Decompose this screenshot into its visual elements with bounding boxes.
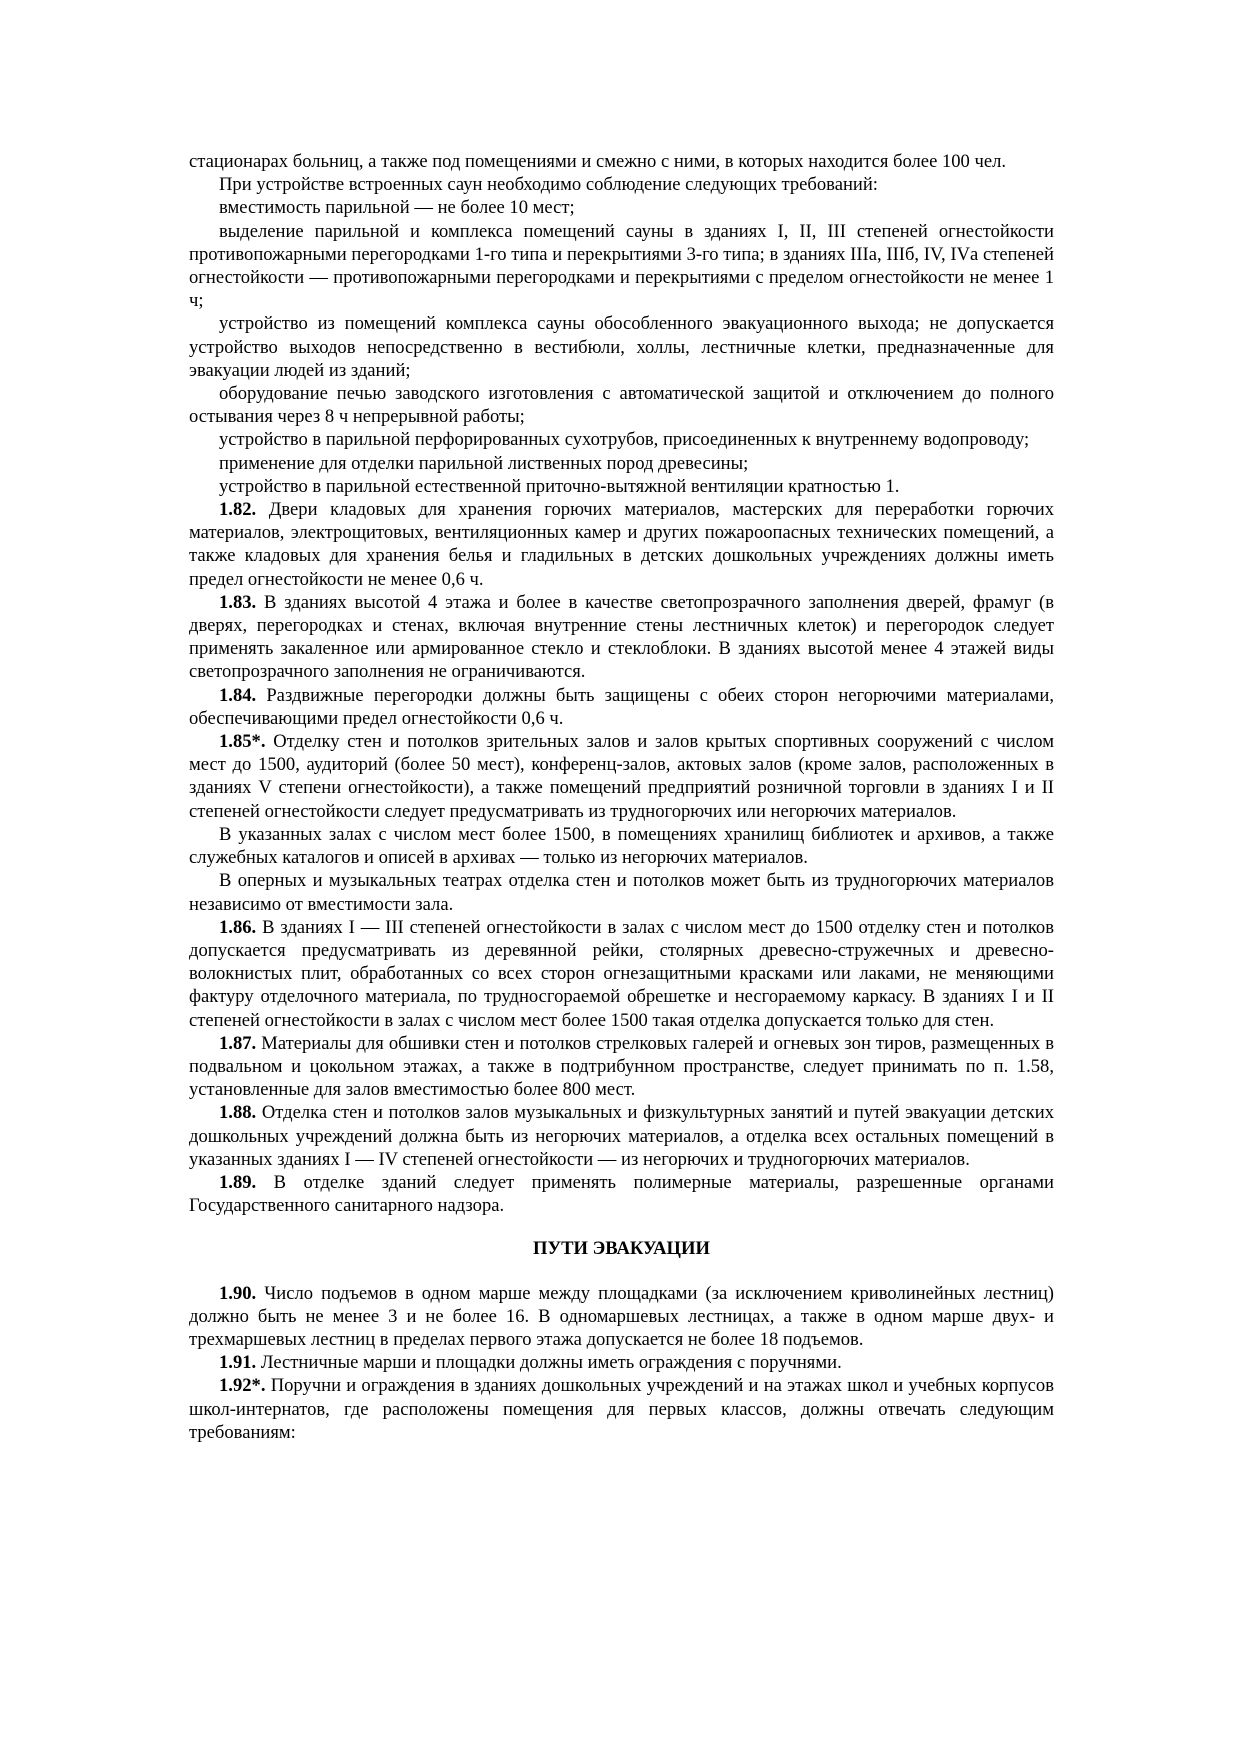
paragraph-text: устройство в парильной естественной приточно-вытяжной вентиляции кратностью 1. bbox=[219, 475, 900, 497]
paragraph-text: Раздвижные перегородки должны быть защищены с обеих сторон негорючими материалами, обеспечивающими предел огнестойкости 0,6 ч. bbox=[189, 684, 1054, 729]
paragraph bbox=[189, 196, 1054, 219]
paragraph-text: Отделку стен и потолков зрительных залов и залов крытых спортивных сооружений с числом мест до 1500, аудиторий (более 50 мест), конференц-залов, актовых залов (кроме залов, расположенных в зданиях V степени огнестойкости), а также помещений предприятий розничной торговли в зданиях I и II степеней огнестойкости следует предусматривать из трудногорючих или негорючих материалов. bbox=[189, 731, 1054, 822]
paragraph-number: 1.92*. bbox=[219, 1375, 266, 1397]
section-heading: ПУТИ ЭВАКУАЦИИ bbox=[533, 1238, 710, 1260]
paragraph-text: Лестничные марши и площадки должны иметь ограждения с поручнями. bbox=[260, 1352, 842, 1374]
paragraph-text: В отделке зданий следует применять полимерные материалы, разрешенные органами Государственного санитарного надзора. bbox=[189, 1171, 1054, 1217]
paragraph-text: стационарах больниц, а также под помещениями и смежно с ними, в которых находится более 100 чел. bbox=[189, 151, 1007, 172]
paragraph bbox=[189, 869, 1054, 915]
paragraph-number: 1.87. bbox=[219, 1032, 257, 1054]
paragraph-number: 1.85*. bbox=[219, 731, 266, 753]
paragraph-text: вместимость парильной — не более 10 мест; bbox=[219, 197, 575, 219]
numbered-paragraph bbox=[189, 916, 1054, 1032]
numbered-paragraph bbox=[189, 498, 1054, 591]
paragraph-text: устройство в парильной перфорированных сухотрубов, присоединенных к внутреннему водопроводу; bbox=[219, 429, 1030, 451]
paragraph-number: 1.86. bbox=[219, 916, 257, 938]
paragraph bbox=[189, 150, 1054, 173]
paragraph-text: Число подъемов в одном марше между площадками (за исключением криволинейных лестниц) должно быть не менее 3 и не более 16. В одномаршевых лестницах, а также в одном марше двух- и трехмаршевых лестниц в пределах первого этажа допускается не более 18 подъемов. bbox=[189, 1282, 1054, 1350]
paragraph-text: выделение парильной и комплекса помещений сауны в зданиях I, II, III степеней огнестойкости противопожарными перегородками 1-го типа и перекрытиями 3-го типа; в зданиях IIIа, IIIб, IV, IVа степеней огнестойкости — противопожарными перегородками и перекрытиями с пределом огнестойкости не менее 1 ч; bbox=[189, 220, 1054, 312]
numbered-paragraph bbox=[189, 591, 1054, 684]
paragraph bbox=[189, 220, 1054, 313]
paragraph bbox=[189, 452, 1054, 475]
paragraph-text: В указанных залах с числом мест более 1500, в помещениях хранилищ библиотек и архивов, а также служебных каталогов и описей в архивах — только из негорючих материалов. bbox=[189, 823, 1054, 869]
paragraph-text: Поручни и ограждения в зданиях дошкольных учреждений и на этажах школ и учебных корпусов школ-интернатов, где расположены помещения для первых классов, должны отвечать следующим требованиям: bbox=[189, 1375, 1054, 1443]
paragraph-number: 1.83. bbox=[219, 591, 257, 613]
paragraph-text: Отделка стен и потолков залов музыкальных и физкультурных занятий и путей эвакуации детских дошкольных учреждений должна быть из негорючих материалов, а отделка всех остальных помещений в указанных зданиях I — IV степеней огнестойкости — из негорючих и трудногорючих материалов. bbox=[189, 1102, 1055, 1170]
paragraph-number: 1.82. bbox=[219, 499, 257, 521]
numbered-paragraph bbox=[189, 1282, 1054, 1352]
paragraph-number: 1.89. bbox=[219, 1171, 257, 1193]
numbered-paragraph bbox=[189, 1171, 1054, 1217]
paragraph-text: оборудование печью заводского изготовления с автоматической защитой и отключением до полного остывания через 8 ч непрерывной работы; bbox=[189, 383, 1054, 428]
numbered-paragraph bbox=[189, 1032, 1054, 1102]
paragraph-text: применение для отделки парильной лиственных пород древесины; bbox=[219, 452, 749, 474]
paragraph-text: Материалы для обшивки стен и потолков стрелковых галерей и огневых зон тиров, размещенных в подвальном и цокольном этажах, а также в подтрибунном пространстве, следует принимать по п. 1.58, установленные для залов вместимостью более 800 мест. bbox=[189, 1032, 1054, 1101]
numbered-paragraph bbox=[189, 1351, 1054, 1374]
paragraph bbox=[189, 173, 1054, 196]
numbered-paragraph bbox=[189, 1374, 1054, 1444]
paragraph bbox=[189, 428, 1054, 451]
paragraph-text: При устройстве встроенных саун необходимо соблюдение следующих требований: bbox=[219, 174, 878, 196]
paragraph-text: В зданиях I — III степеней огнестойкости в залах с числом мест до 1500 отделку стен и потолков допускается предусматривать из деревянной рейки, столярных древесно-стружечных и древесно-волокнистых плит, обработанных со всех сторон огнезащитными красками или лаками, не меняющими фактуру отделочного материала, по трудносгораемой обрешетке и несгораемому каркасу. В зданиях I и II степеней огнестойкости в залах с числом мест более 1500 такая отделка допускается только для стен. bbox=[189, 916, 1054, 1031]
paragraph-number: 1.90. bbox=[219, 1282, 257, 1304]
paragraph bbox=[189, 382, 1054, 428]
paragraph bbox=[189, 823, 1054, 869]
paragraph-text: В оперных и музыкальных театрах отделка стен и потолков может быть из трудногорючих материалов независимо от вместимости зала. bbox=[189, 870, 1054, 915]
document-page bbox=[189, 150, 1054, 1444]
paragraph bbox=[189, 475, 1054, 498]
paragraphs-bottom bbox=[189, 1282, 1054, 1444]
paragraph bbox=[189, 312, 1054, 382]
paragraph-text: Двери кладовых для хранения горючих материалов, мастерских для переработки горючих материалов, электрощитовых, вентиляционных камер и других пожароопасных технических помещений, а также кладовых для хранения белья и гладильных в детских дошкольных учреждениях должны иметь предел огнестойкости не менее 0,6 ч. bbox=[189, 499, 1054, 590]
numbered-paragraph bbox=[189, 684, 1054, 730]
numbered-paragraph bbox=[189, 730, 1054, 823]
paragraph-number: 1.88. bbox=[219, 1102, 257, 1124]
numbered-paragraph bbox=[189, 1101, 1054, 1171]
paragraph-number: 1.91. bbox=[219, 1352, 257, 1374]
paragraph-text: В зданиях высотой 4 этажа и более в качестве светопрозрачного заполнения дверей, фрамуг (в дверях, перегородках и стенах, включая внутренние стены лестничных клеток) и перегородок следует применять закаленное или армированное стекло и стеклоблоки. В зданиях высотой менее 4 этажей виды светопрозрачного заполнения не ограничиваются. bbox=[189, 591, 1054, 683]
paragraphs-top bbox=[189, 150, 1054, 1217]
paragraph-text: устройство из помещений комплекса сауны обособленного эвакуационного выхода; не допускается устройство выходов непосредственно в вестибюли, холлы, лестничные клетки, предназначенные для эвакуации людей из зданий; bbox=[189, 313, 1054, 381]
paragraph-number: 1.84. bbox=[219, 684, 257, 706]
